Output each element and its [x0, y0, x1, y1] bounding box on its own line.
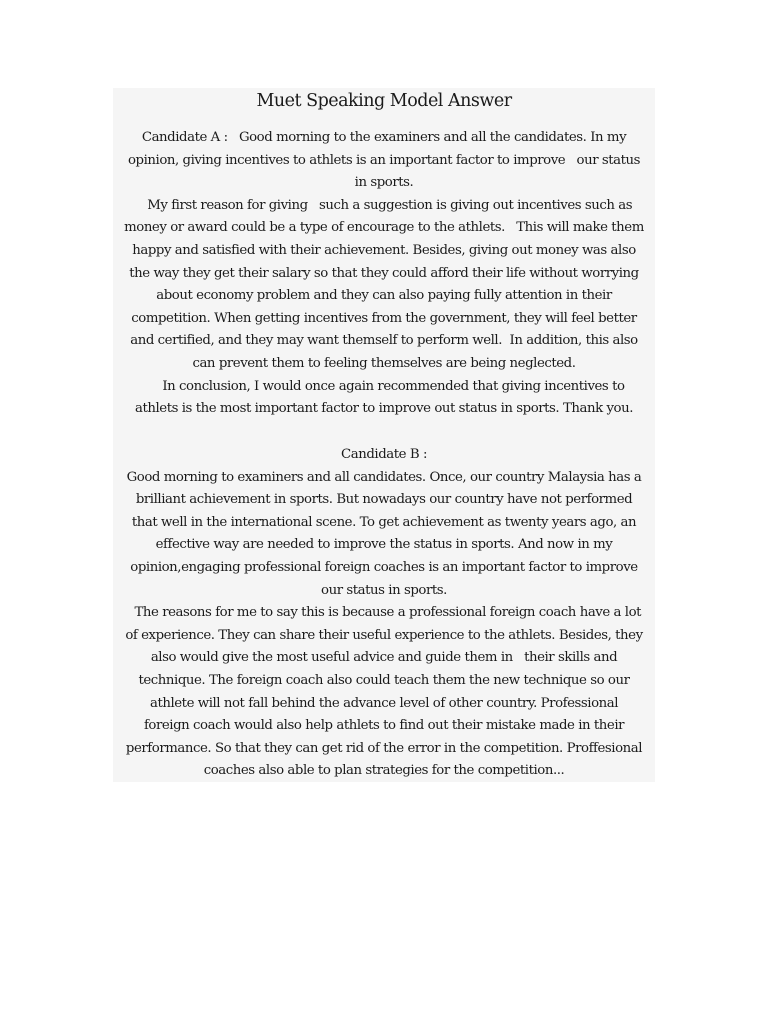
candidate-b-line: technique. The foreign coach also could teach them the new technique so our — [138, 672, 630, 688]
candidate-a-section — [113, 127, 655, 421]
candidate-a-line: and certified, and they may want themself to perform well. In addition, this also — [130, 333, 638, 349]
candidate-b-line: effective way are needed to improve the status in sports. And now in my — [155, 537, 613, 553]
candidate-a-line: about economy problem and they can also paying fully attention in their — [156, 288, 612, 304]
candidate-b-line: performance. So that they can get rid of the error in the competition. Proffesional — [125, 740, 643, 756]
candidate-b-section — [113, 444, 655, 783]
candidate-b-line: foreign coach would also help athlets to find out their mistake made in their — [143, 718, 625, 734]
candidate-b-line: coaches also able to plan strategies for the competition... — [203, 763, 565, 779]
candidate-b-line: opinion,engaging professional foreign coaches is an important factor to improve — [130, 559, 638, 575]
document-title: Muet Speaking Model Answer — [256, 91, 512, 111]
candidate-b-line: that well in the international scene. To get achievement as twenty years ago, an — [131, 514, 637, 530]
candidate-a-line: Candidate A : Good morning to the examiners and all the candidates. In my — [141, 130, 627, 145]
candidate-b-line: our status in sports. — [321, 582, 447, 598]
candidate-b-line: brilliant achievement in sports. But nowadays our country have not performed — [135, 492, 633, 508]
candidate-a-line: the way they get their salary so that they could afford their life without worrying — [129, 265, 639, 281]
candidate-a-line: athlets is the most important factor to improve out status in sports. Thank you. — [134, 401, 634, 417]
candidate-b-heading: Candidate B : — [341, 447, 427, 462]
candidate-a-line: money or award could be a type of encourage to the athlets. This will make them — [124, 220, 644, 236]
candidate-a-line: happy and satisfied with their achievement. Besides, giving out money was also — [132, 242, 636, 258]
candidate-a-line: in sports. — [354, 175, 414, 191]
candidate-a-line: competition. When getting incentives from the government, they will feel better — [131, 310, 637, 326]
candidate-b-line: of experience. They can share their useful experience to the athlets. Besides, they — [125, 627, 643, 643]
candidate-b-line: athlete will not fall behind the advance level of other country. Professional — [149, 695, 619, 711]
candidate-a-line: My first reason for giving such a suggestion is giving out incentives such as — [135, 197, 633, 213]
candidate-b-line: Good morning to examiners and all candidates. Once, our country Malaysia has a — [126, 469, 642, 485]
candidate-a-line: can prevent them to feeling themselves are being neglected. — [192, 355, 576, 371]
candidate-b-line: The reasons for me to say this is because a professional foreign coach have a lot — [126, 605, 642, 621]
candidate-a-line: opinion, giving incentives to athlets is an important factor to improve our status — [127, 152, 641, 168]
candidate-b-line: also would give the most useful advice and guide them in their skills and — [150, 650, 618, 666]
candidate-a-line: In conclusion, I would once again recommended that giving incentives to — [143, 378, 625, 394]
